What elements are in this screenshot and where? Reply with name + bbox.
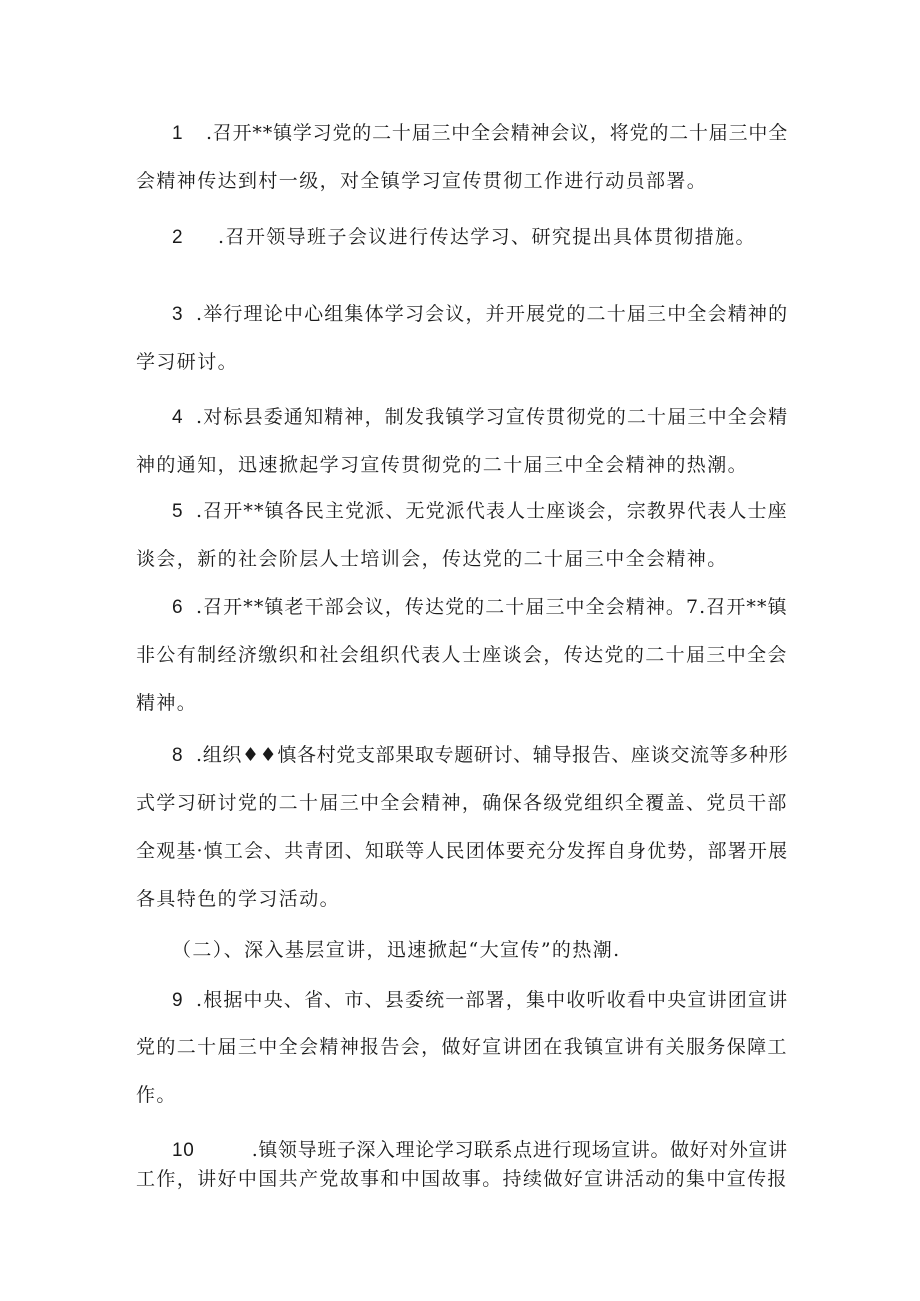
section-heading: （二）、深入基层宣讲，迅速掀起“大宣传”的热潮.: [172, 939, 621, 961]
paragraph-6-number: 6: [172, 597, 184, 618]
paragraph-4-line-1: [172, 404, 788, 431]
paragraph-2-number: 2: [172, 227, 184, 248]
paragraph-9-text: .根据中央、省、市、县委统一部署，集中收听收看中央宣讲团宣讲: [196, 989, 789, 1011]
paragraph-3-line-1: [172, 301, 788, 328]
paragraph-6-line-2: 非公有制经济缴织和社会组织代表人士座谈会，传达党的二十届三中全会: [136, 644, 788, 666]
paragraph-9-line-1: [172, 987, 788, 1014]
paragraph-9-number: 9: [172, 990, 184, 1011]
paragraph-8-line-4: 各具特色的学习活动。: [136, 888, 341, 910]
paragraph-3-number: 3: [172, 304, 184, 325]
paragraph-1-text: .召开**镇学习党的二十届三中全会精神会议，将党的二十届三中全: [205, 122, 789, 144]
paragraph-1-line-1: [172, 120, 788, 147]
paragraph-8-number: 8: [172, 745, 184, 766]
paragraph-1-number: 1: [172, 123, 184, 144]
paragraph-3-text: .举行理论中心组集体学习会议，并开展党的二十届三中全会精神的: [196, 303, 789, 325]
paragraph-5-line-1: [172, 498, 788, 525]
paragraph-4-text: .对标县委通知精神，制发我镇学习宣传贯彻党的二十届三中全会精: [196, 406, 789, 428]
paragraph-8-line-2: 式学习研讨党的二十届三中全会精神，确保各级党组织全覆盖、党员干部: [136, 792, 788, 814]
paragraph-2-line-1: [172, 224, 756, 251]
paragraph-8-line-3: 全观基·慎工会、共青团、知联等人民团体要充分发挥自身优势，部署开展: [136, 840, 789, 862]
paragraph-10-line-2: 工作，讲好中国共产党故事和中国故事。持续做好宣讲活动的集中宣传报: [136, 1168, 788, 1190]
paragraph-6-line-3: 精神。: [136, 692, 198, 714]
paragraph-1-line-2: 会精神传达到村一级，对全镇学习宣传贯彻工作进行动员部署。: [136, 170, 708, 192]
paragraph-6-line-1: [172, 594, 788, 621]
paragraph-9-line-2: 党的二十届三中全会精神报告会，做好宣讲团在我镇宣讲有关服务保障工: [136, 1036, 788, 1058]
paragraph-10-text: .镇领导班子深入理论学习联系点进行现场宣讲。做好对外宣讲: [251, 1139, 788, 1161]
paragraph-10-line-1: [172, 1137, 788, 1164]
paragraph-2-text: .召开领导班子会议进行传达学习、研究提出具体贯彻措施。: [218, 226, 756, 248]
paragraph-10-number: 10: [172, 1140, 195, 1161]
paragraph-5-number: 5: [172, 501, 184, 522]
paragraph-6-text: .召开**镇老干部会议，传达党的二十届三中全会精神。7.召开**镇: [195, 596, 788, 618]
paragraph-3-line-2: 学习研讨。: [136, 351, 239, 373]
paragraph-8-line-1: [172, 742, 788, 769]
paragraph-4-line-2: 神的通知，迅速掀起学习宣传贯彻党的二十届三中全会精神的热潮。: [136, 454, 749, 476]
paragraph-4-number: 4: [172, 407, 184, 428]
paragraph-8-text: .组织♦♦慎各村党支部果取专题研讨、辅导报告、座谈交流等多种形: [196, 744, 789, 766]
paragraph-5-line-2: 谈会，新的社会阶层人士培训会，传达党的二十届三中全会精神。: [136, 548, 728, 570]
paragraph-5-text: .召开**镇各民主党派、无党派代表人士座谈会，宗教界代表人士座: [195, 500, 788, 522]
paragraph-9-line-3: 作。: [136, 1084, 177, 1106]
